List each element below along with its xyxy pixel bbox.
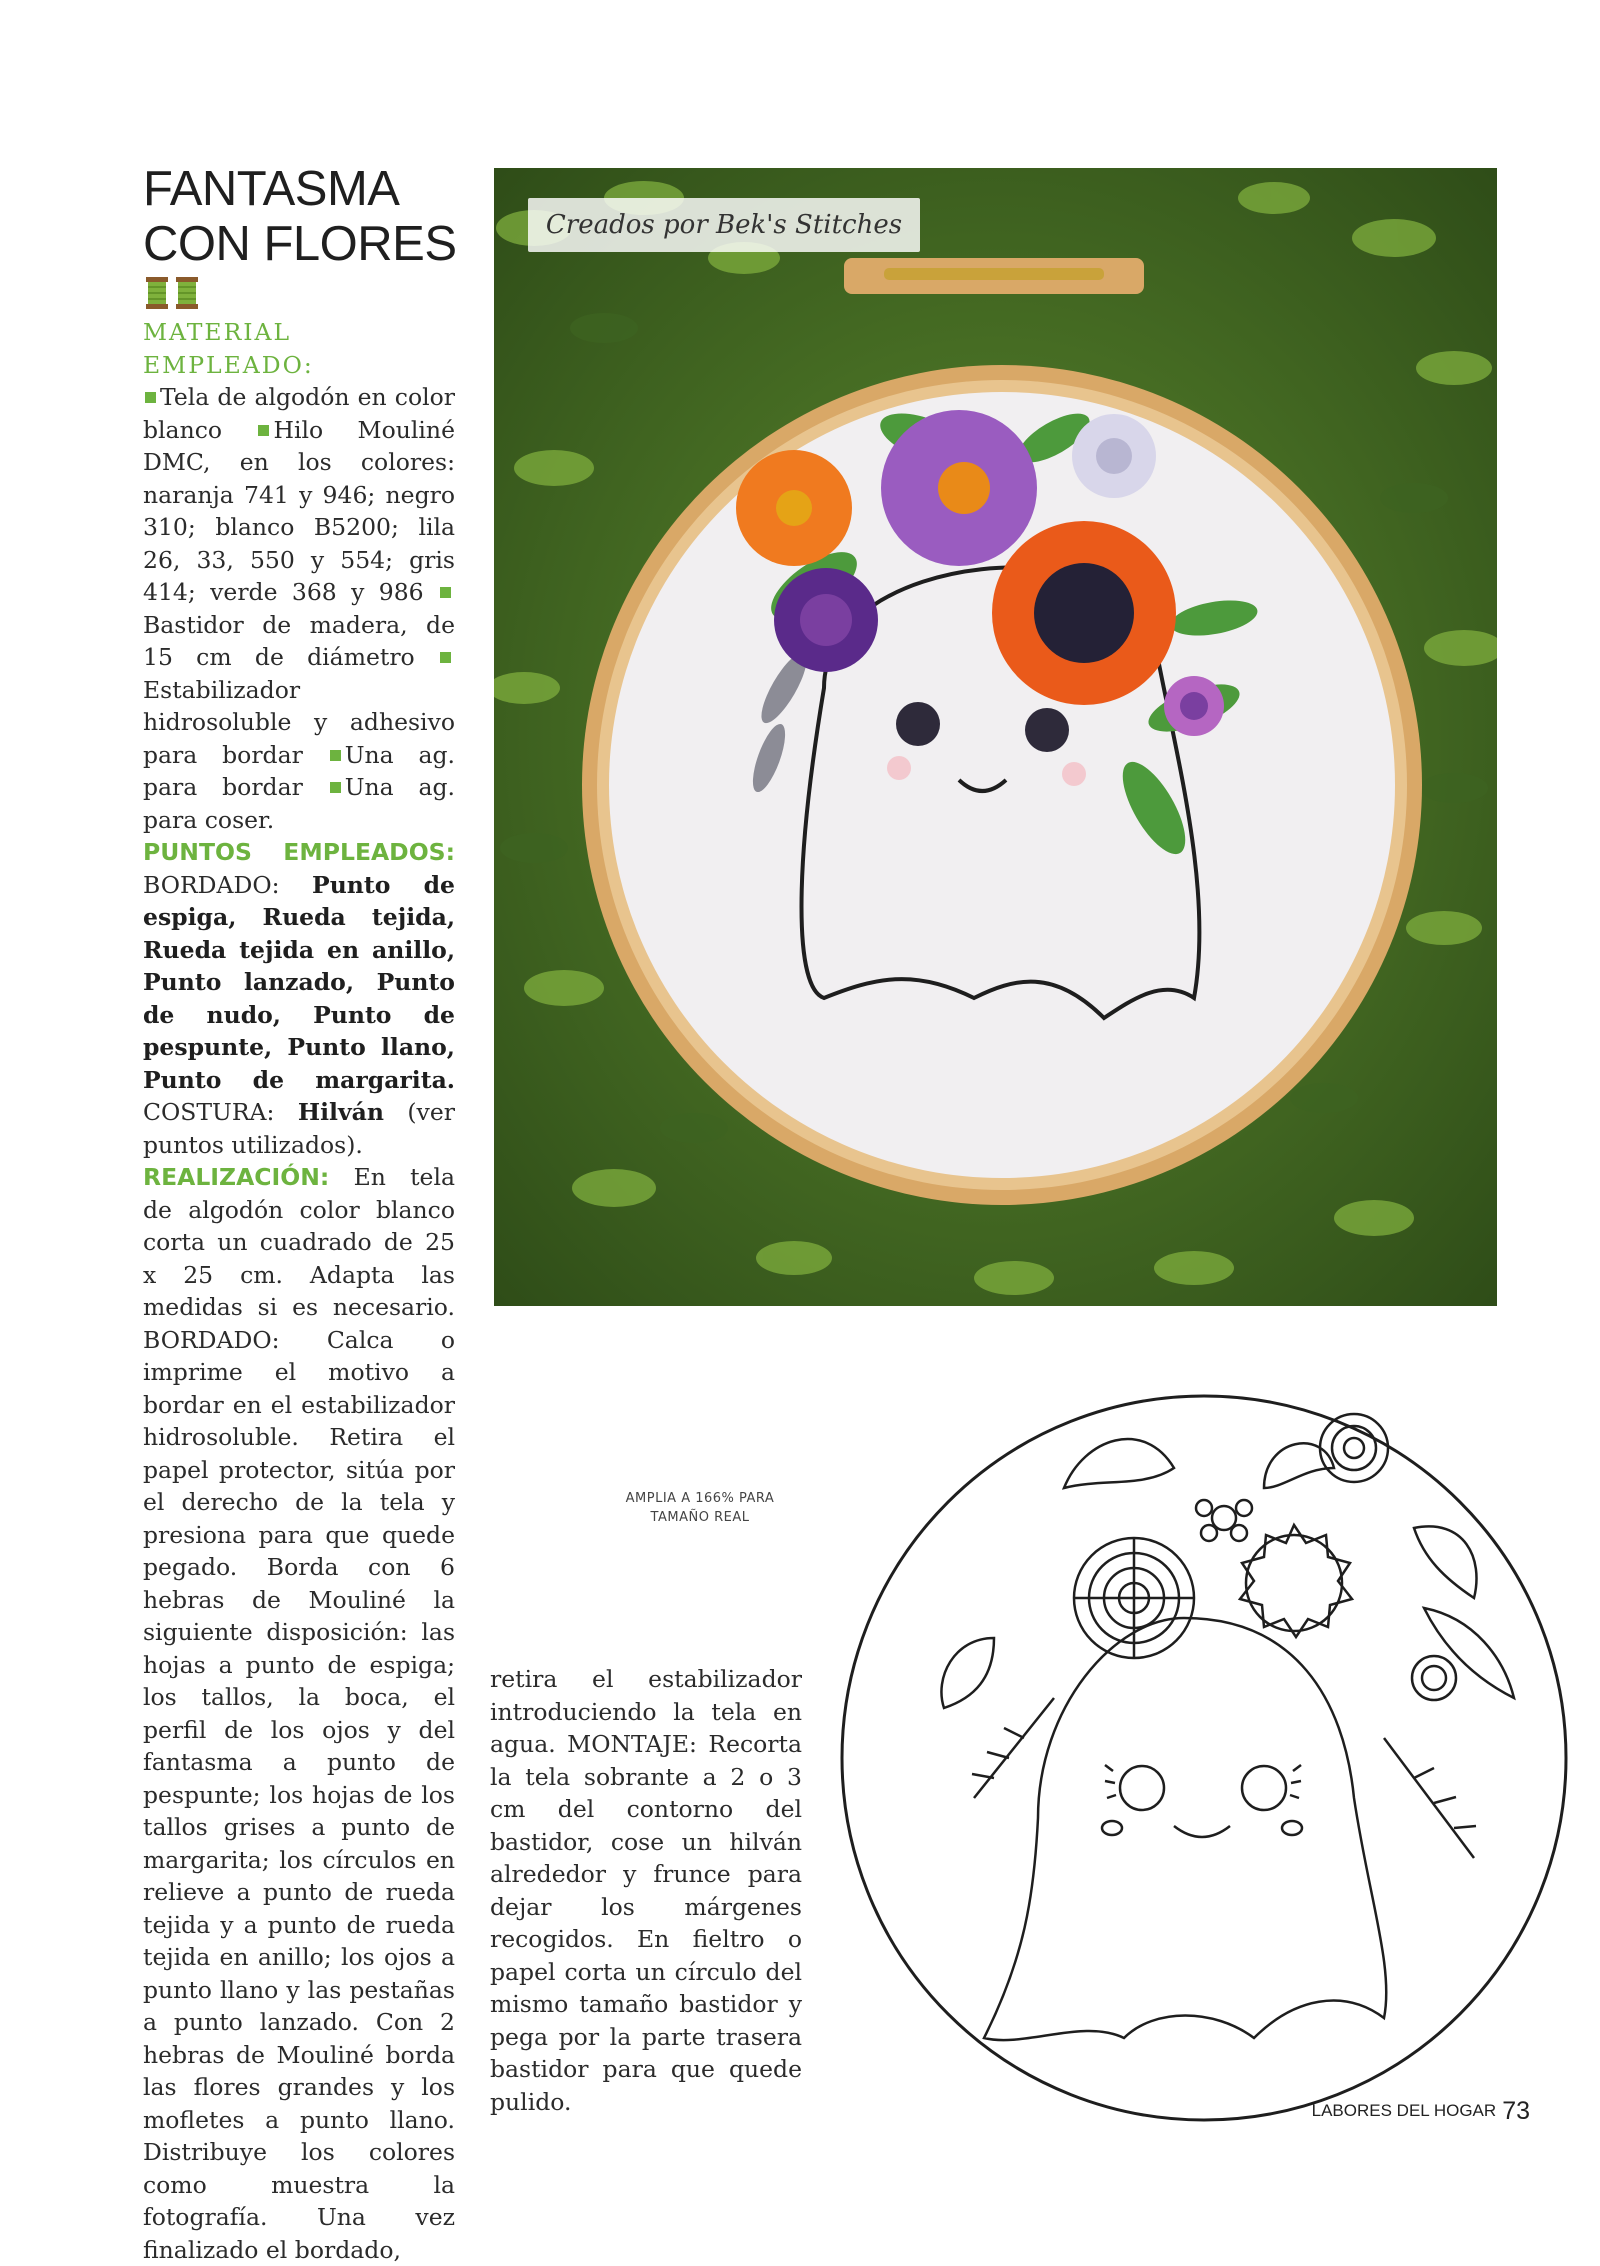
material-item: Bastidor de madera, de 15 cm de diámetro <box>143 610 455 671</box>
right-text-column <box>490 1663 802 2118</box>
puntos-note: (ver puntos utilizados). <box>143 1098 455 1159</box>
flower-orange-sunflower <box>992 521 1176 705</box>
bullet-icon <box>330 750 341 761</box>
bullet-icon <box>258 425 269 436</box>
puntos-heading: PUNTOS EMPLEADOS: <box>143 838 455 866</box>
bullet-icon <box>440 587 451 598</box>
bordado-label: BORDADO: <box>143 870 280 899</box>
bordado-list: Punto de espiga, Rueda tejida, Rueda tejida en anillo, Punto lanzado, Punto de nudo, Punto de pespunte, Punto llano, Punto de margarita. <box>143 870 455 1094</box>
realizacion-text: En tela de algodón color blanco corta un cuadrado de 25 x 25 cm. Adapta las medidas si es necesario. BORDADO: Calca o imprime el motivo a bordar en el estabilizador hidrosoluble. Retira el papel protector, sitúa por el derecho de la tela y presiona para que quede pegado. Borda con 6 hebras de Mouliné la siguiente disposición: las hojas a punto de espiga; los tallos, la boca, el perfil de los ojos y del fantasma a punto de pespunte; los hojas de los tallos grises a punto de margarita; los círculos en relieve a punto de rueda tejida y a punto de rueda tejida en anillo; los ojos a punto llano y las pestañas a punto lanzado. Con 2 hebras de Mouliné borda las flores grandes y los mofletes a punto llano. Distribuye los colores como muestra la fotografía. Una vez finalizado el bordado, <box>143 1163 455 2264</box>
flower-small-purple <box>1164 676 1224 736</box>
realizacion-heading: REALIZACIÓN: <box>143 1163 330 1191</box>
puntos-section <box>143 836 455 1161</box>
bullet-icon <box>330 782 341 793</box>
photo-credit: Creados por Bek's Stitches <box>528 198 920 252</box>
realizacion-section <box>143 1161 455 2266</box>
page-number: 73 <box>1502 2097 1530 2125</box>
flower-orange-left <box>736 450 852 566</box>
embroidery-pattern <box>824 1378 1584 2138</box>
title-line-1: FANTASMA <box>143 162 400 216</box>
material-section <box>143 316 455 836</box>
material-item: Una ag. para bordar <box>143 740 455 801</box>
embroidery-photo <box>494 168 1497 1306</box>
thread-spools-icon <box>143 274 203 312</box>
article-title <box>143 162 483 272</box>
scale-note: AMPLIA A 166% PARA TAMAÑO REAL <box>625 1491 775 1525</box>
material-item: Hilo Mouliné DMC, en los colores: naranja 741 y 946; negro 310; blanco B5200; lila 26, 33, 550 y 554; gris 414; verde 368 y 986 <box>143 415 455 606</box>
costura-label: COSTURA: <box>143 1098 275 1126</box>
material-heading: MATERIAL EMPLEADO: <box>143 318 314 379</box>
photo-illustration <box>494 168 1497 1306</box>
left-text-column <box>143 316 455 2266</box>
material-item: Una ag. para coser. <box>143 773 455 834</box>
page-footer <box>1300 2097 1530 2133</box>
magazine-name: LABORES DEL HOGAR <box>1311 2101 1497 2120</box>
material-item: Estabilizador hidrosoluble y adhesivo para bordar <box>143 675 455 769</box>
flower-purple-rose <box>774 568 878 672</box>
material-item: Tela de algodón en color blanco <box>143 383 455 444</box>
flower-white-rose <box>1072 414 1156 498</box>
costura-list: Hilván <box>297 1098 384 1126</box>
bullet-icon <box>145 392 156 403</box>
flower-lilac-center <box>881 410 1037 566</box>
realizacion-continued: retira el estabilizador introduciendo la tela en agua. MONTAJE: Recorta la tela sobrante a 2 o 3 cm del contorno del bastidor, cose un hilván alrededor y frunce para dejar los márgenes recogidos. En fieltro o papel corta un círculo del mismo tamaño bastidor y pega por la parte trasera bastidor para que quede pulido. <box>490 1665 802 2116</box>
title-line-2: CON FLORES <box>143 217 457 271</box>
bullet-icon <box>440 652 451 663</box>
